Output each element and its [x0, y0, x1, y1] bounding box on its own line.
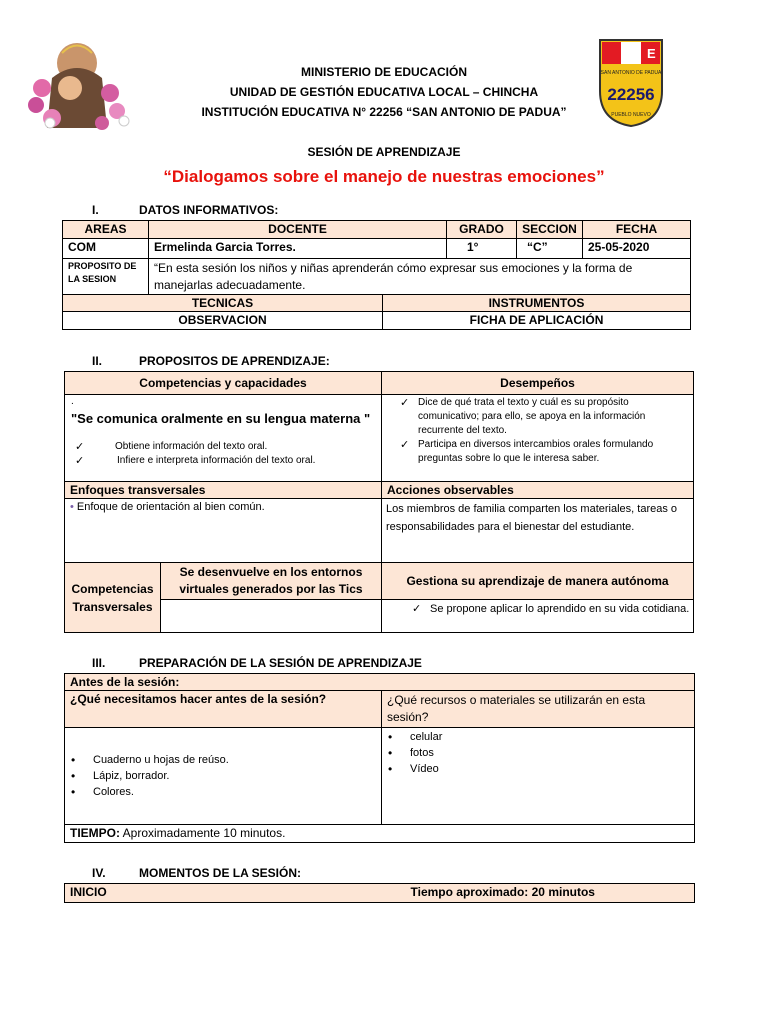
section4-num: IV.	[92, 866, 106, 880]
accion-text: Los miembros de familia comparten los materiales, tareas o responsabilidades para el bienestar del estudiante.	[382, 499, 694, 563]
needs-item: • Colores.	[65, 784, 381, 800]
tecnicas-label: TECNICAS	[63, 295, 383, 312]
cell-fecha: 25-05-2020	[583, 239, 691, 259]
section4-heading: MOMENTOS DE LA SESIÓN:	[139, 866, 302, 880]
capacity-item: ✓ Infiere e interpreta información del texto oral.	[71, 454, 375, 468]
cell-area: COM	[63, 239, 149, 259]
needs-item: • Cuaderno u hojas de reúso.	[65, 752, 381, 768]
performance-item: ✓ Dice de qué trata el texto y cuál es su propósito comunicativo; para ello, se apoya en la información recurrente del texto.	[396, 396, 691, 438]
performances-list	[384, 396, 691, 466]
dot-mark: .	[71, 396, 74, 407]
ministry-line: MINISTERIO DE EDUCACIÓN	[300, 65, 467, 79]
section3-heading: PREPARACIÓN DE LA SESIÓN DE APRENDIZAJE	[139, 656, 422, 670]
section2-num: II.	[92, 354, 103, 368]
resources-list	[382, 729, 694, 777]
col-fecha: FECHA	[583, 221, 691, 239]
comp-header: Competencias y capacidades	[65, 372, 382, 395]
school-line: INSTITUCIÓN EDUCATIVA N° 22256 “SAN ANTONIO DE PADUA”	[201, 105, 567, 119]
enfoques-header: Enfoques transversales	[65, 482, 382, 499]
col-areas: AREAS	[63, 221, 149, 239]
datos-informativos-table	[62, 220, 691, 296]
tiempo-value: Aproximadamente 10 minutos.	[120, 826, 286, 840]
tics-competence: Se desenvuelve en los entornos virtuales generados por las Tics	[161, 563, 382, 600]
tics-empty-cell	[161, 600, 382, 633]
autonoma-competence: Gestiona su aprendizaje de manera autónoma	[382, 563, 694, 600]
instrumentos-label: INSTRUMENTOS	[383, 295, 691, 312]
needs-item: • Lápiz, borrador.	[65, 768, 381, 784]
autonoma-list	[384, 601, 691, 617]
tecnicas-table	[62, 294, 691, 330]
session-label: SESIÓN DE APRENDIZAJE	[307, 145, 461, 159]
resource-item: • celular	[382, 729, 694, 745]
resource-item: • fotos	[382, 745, 694, 761]
badge-text-bottom: PUEBLO NUEVO	[611, 112, 651, 118]
badge-letter-e: E	[647, 46, 656, 61]
cell-docente: Ermelinda Garcia Torres.	[149, 239, 447, 259]
badge-text-top: SAN ANTONIO DE PADUA	[600, 70, 662, 76]
performance-item: ✓ Participa en diversos intercambios orales formulando preguntas sobre lo que le interesa saber.	[396, 438, 691, 466]
section1-heading: DATOS INFORMATIVOS:	[139, 203, 279, 217]
propositos-table	[64, 371, 694, 633]
capacity-item: ✓ Obtiene información del texto oral.	[71, 440, 375, 454]
autonoma-item: ✓ Se propone aplicar lo aprendido en su vida cotidiana.	[408, 601, 691, 617]
antes-label: Antes de la sesión:	[65, 674, 695, 691]
question-2: ¿Qué recursos o materiales se utilizarán en esta sesión?	[382, 691, 695, 728]
competence-name: "Se comunica oralmente en su lengua materna "	[71, 411, 371, 426]
capacities-list	[71, 440, 375, 468]
col-seccion: SECCION	[517, 221, 583, 239]
badge-letter-i: I	[625, 46, 629, 61]
badge-number: 22256	[607, 85, 655, 104]
cell-seccion: “C”	[517, 239, 583, 259]
col-docente: DOCENTE	[149, 221, 447, 239]
section1-num: I.	[92, 203, 99, 217]
inicio-tiempo: Tiempo aproximado: 20 minutos	[405, 884, 695, 903]
inicio-label: INICIO	[65, 884, 405, 903]
purpose-label: PROPOSITO DE LA SESION	[63, 259, 149, 296]
tecnica-value: OBSERVACION	[63, 312, 383, 330]
question-1: ¿Qué necesitamos hacer antes de la sesión?	[65, 691, 382, 728]
acciones-header: Acciones observables	[382, 482, 694, 499]
section3-num: III.	[92, 656, 106, 670]
session-title: “Dialogamos sobre el manejo de nuestras emociones”	[163, 167, 605, 186]
ugel-line: UNIDAD DE GESTIÓN EDUCATIVA LOCAL – CHINCHA	[229, 85, 539, 99]
section2-heading: PROPOSITOS DE APRENDIZAJE:	[139, 354, 330, 368]
cell-grado: 1°	[447, 239, 517, 259]
tiempo-label: TIEMPO:	[70, 826, 120, 840]
preparacion-table	[64, 673, 695, 843]
needs-list	[65, 752, 381, 800]
comp-trans-label: Competencias Transversales	[65, 563, 161, 633]
momentos-table	[64, 883, 695, 903]
enfoque-text: Enfoque de orientación al bien común.	[76, 501, 265, 513]
resource-item: • Vídeo	[382, 761, 694, 777]
purpose-text: “En esta sesión los niños y niñas aprenderán cómo expresar sus emociones y la forma de manejarlas adecuadamente.	[149, 259, 691, 296]
desemp-header: Desempeños	[382, 372, 694, 395]
instrumento-value: FICHA DE APLICACIÓN	[383, 312, 691, 330]
col-grado: GRADO	[447, 221, 517, 239]
enfoque-bullet-icon: •	[70, 501, 74, 513]
